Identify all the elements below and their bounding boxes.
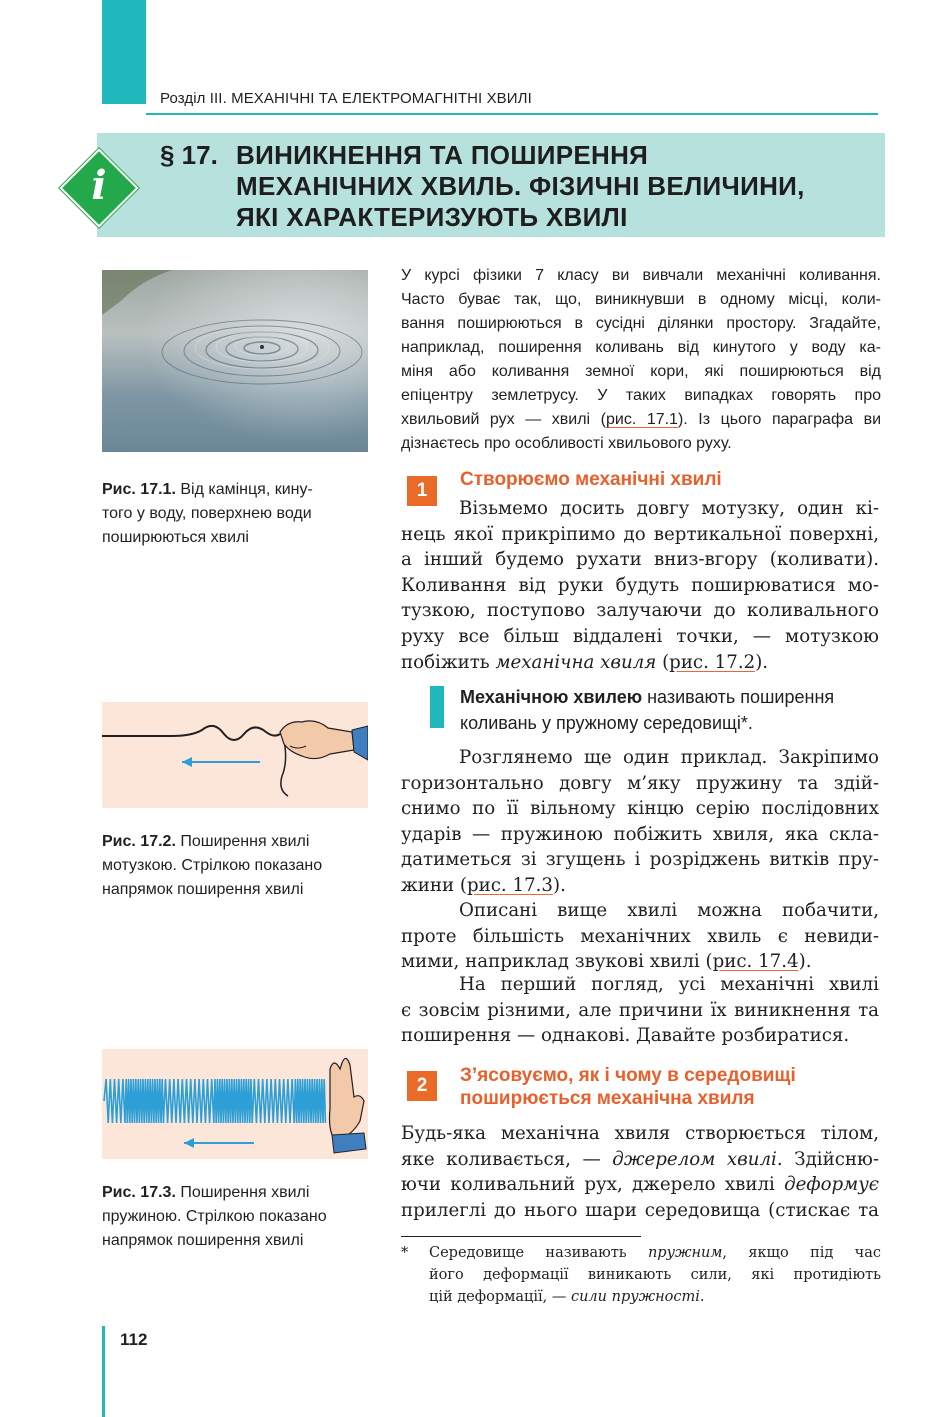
page-number-bar — [102, 1326, 105, 1417]
figure-caption-17-3 — [102, 1181, 362, 1253]
caption-label: Рис. 17.1. — [102, 481, 176, 498]
figure-caption-17-1 — [102, 478, 362, 550]
text-span: ючи коливальний рух, джерело хвилі — [401, 1174, 785, 1196]
text-span: Здійсню- — [782, 1148, 879, 1170]
title-line: ЯКІ ХАРАКТЕРИЗУЮТЬ ХВИЛІ — [236, 202, 628, 232]
text-span: ). Із цього параграфа ви — [677, 411, 882, 428]
emphasis-term: механічна хвиля — [495, 651, 657, 673]
figure-caption-17-2 — [102, 830, 362, 902]
section-number-2: 2 — [407, 1071, 437, 1101]
text-line: руху все більш віддалені точки, — мотузкою — [401, 625, 879, 647]
caption-line: напрямок поширення хвилі — [102, 881, 304, 898]
title-line: МЕХАНІЧНИХ ХВИЛЬ. ФІЗИЧНІ ВЕЛИЧИНИ, — [236, 171, 805, 201]
caption-line: мотузкою. Стрілкою показано — [102, 857, 323, 874]
figure-ref-17-3[interactable]: рис. 17.3 — [466, 874, 553, 896]
text-span: Середовище називають — [429, 1245, 648, 1261]
text-line: дізнаєтесь про особливості хвильового руху. — [401, 435, 732, 452]
text-span: побіжить — [401, 651, 496, 673]
section-1-paragraph — [401, 496, 879, 675]
paragraph-number: § 17. — [160, 140, 218, 170]
section-2-paragraph — [401, 1121, 879, 1223]
paragraph-causes — [401, 972, 879, 1049]
caption-text: Поширення хвилі — [175, 833, 310, 850]
paragraph-invisible-waves — [401, 898, 879, 975]
page-title — [236, 140, 805, 233]
text-line: проте більшість механічних хвиль є невиди- — [401, 925, 879, 947]
text-line — [401, 949, 879, 975]
caption-line: напрямок поширення хвилі — [102, 1232, 304, 1249]
figure-water-ripples — [102, 270, 368, 452]
section-heading-2 — [460, 1064, 796, 1110]
figure-rope-wave — [102, 702, 368, 808]
text-line: є зовсім різними, але причини їх виникнення та — [401, 999, 879, 1021]
emphasis-term: джерелом хвилі. — [612, 1148, 783, 1170]
emphasis-term: сили пружності — [570, 1289, 700, 1305]
text-span: ). — [553, 874, 566, 896]
text-span: ). — [755, 651, 769, 673]
caption-label: Рис. 17.3. — [102, 1184, 176, 1201]
footnote-rule — [401, 1236, 641, 1237]
text-span: ). — [798, 951, 812, 973]
text-span: хвильовий рух — хвилі ( — [401, 411, 606, 428]
intro-paragraph — [401, 264, 881, 456]
figure-ref-17-2[interactable]: рис. 17.2 — [669, 651, 756, 673]
text-line: а інший будемо рухати вниз-вгору (коливати). — [401, 549, 879, 571]
heading-line: поширюється механічна хвиля — [460, 1088, 755, 1109]
text-line: поширення — однакові. Давайте розбиратися. — [401, 1025, 850, 1047]
caption-line: пружиною. Стрілкою показано — [102, 1208, 327, 1225]
text-line: Коливання від руки будуть поширюватися мо- — [401, 574, 879, 596]
text-line: нець якої прикріпимо до вертикальної поверхні, — [401, 523, 879, 545]
caption-text: Поширення хвилі — [175, 1184, 310, 1201]
emphasis-term: деформує — [784, 1174, 879, 1196]
text-span: жини ( — [401, 874, 467, 896]
emphasis-term: пружним — [647, 1245, 723, 1261]
heading-line: З’ясовуємо, як і чому в середовищі — [460, 1065, 796, 1086]
text-line — [401, 408, 881, 432]
text-line: На перший погляд, усі механічні хвилі — [459, 974, 879, 995]
figure-ref-17-4[interactable]: рис. 17.4 — [712, 951, 799, 973]
caption-label: Рис. 17.2. — [102, 833, 176, 850]
text-line — [401, 650, 879, 676]
paragraph-spring — [401, 745, 879, 899]
header-tab — [102, 0, 146, 104]
text-span: мими, наприклад звукові хвилі ( — [401, 951, 713, 973]
text-line: Розглянемо ще один приклад. Закріпимо — [459, 747, 879, 768]
info-icon-letter: i — [91, 162, 107, 209]
page-number: 112 — [120, 1330, 148, 1349]
text-line: тузкою, поступово залучаючи до коливального — [401, 600, 879, 622]
caption-line: поширюються хвилі — [102, 529, 249, 546]
text-line — [401, 873, 879, 899]
section-header: Розділ III. МЕХАНІЧНІ ТА ЕЛЕКТРОМАГНІТНІ ХВИЛІ — [160, 90, 532, 107]
text-line: епіцентру землетрусу. У таких випадках говорять про — [401, 387, 881, 404]
text-line: У курсі фізики 7 класу ви вивчали механічні коливання. — [401, 267, 881, 284]
text-line: датиметься зі згущень і розріджень витків пру- — [401, 849, 879, 871]
figure-spring-wave — [102, 1049, 368, 1159]
text-line: прилеглі до нього шари середовища (стискає та — [401, 1199, 879, 1221]
text-line: снимо по її вільному кінцю серію послідовних — [401, 798, 879, 820]
caption-text: Від камінця, кину- — [175, 481, 313, 498]
text-line — [401, 1147, 879, 1173]
text-line: його деформації виникають сили, які протидіють — [429, 1267, 881, 1283]
section-number-1: 1 — [407, 476, 437, 506]
text-line: наприклад, поширення коливань від кинутого у воду ка- — [401, 339, 881, 356]
text-line: ударів — пружиною побіжить хвиля, яка скла- — [401, 823, 879, 845]
section-heading-1: Створюємо механічні хвилі — [460, 469, 722, 490]
title-line: ВИНИКНЕННЯ ТА ПОШИРЕННЯ — [236, 140, 649, 170]
header-rule — [146, 113, 878, 115]
text-line — [429, 1242, 881, 1264]
text-span: , якщо під час — [722, 1245, 881, 1261]
text-line: Будь-яка механічна хвиля створюється тілом, — [401, 1123, 879, 1144]
footnote — [401, 1242, 881, 1308]
text-line: Візьмемо досить довгу мотузку, один кі- — [459, 498, 879, 519]
text-line — [429, 1286, 881, 1308]
text-line — [401, 1172, 879, 1198]
text-line: міня або коливання земної кори, які поширюються від — [401, 363, 881, 380]
caption-line: того у воду, поверхнею води — [102, 505, 312, 522]
text-span: ( — [656, 651, 670, 673]
definition-box — [460, 684, 880, 736]
definition-text: коливань у пружному середовищі*. — [460, 713, 753, 733]
text-line: Описані вище хвилі можна побачити, — [459, 900, 879, 921]
text-line: вання поширюються в сусідні ділянки простору. Згадайте, — [401, 315, 881, 332]
text-span: . — [699, 1289, 705, 1305]
figure-ref-17-1[interactable]: рис. 17.1 — [605, 411, 678, 428]
definition-bar — [430, 686, 444, 728]
definition-term: Механічною хвилею — [460, 687, 643, 707]
footnote-marker: * — [401, 1245, 409, 1261]
text-line: Часто буває так, що, виникнувши в одному місці, коли- — [401, 291, 881, 308]
definition-text: називають поширення — [642, 687, 835, 707]
text-span: яке коливається, — — [401, 1148, 613, 1170]
text-span: цій деформації, — — [429, 1289, 571, 1305]
text-line: горизонтально довгу м’яку пружину та здій- — [401, 772, 879, 794]
